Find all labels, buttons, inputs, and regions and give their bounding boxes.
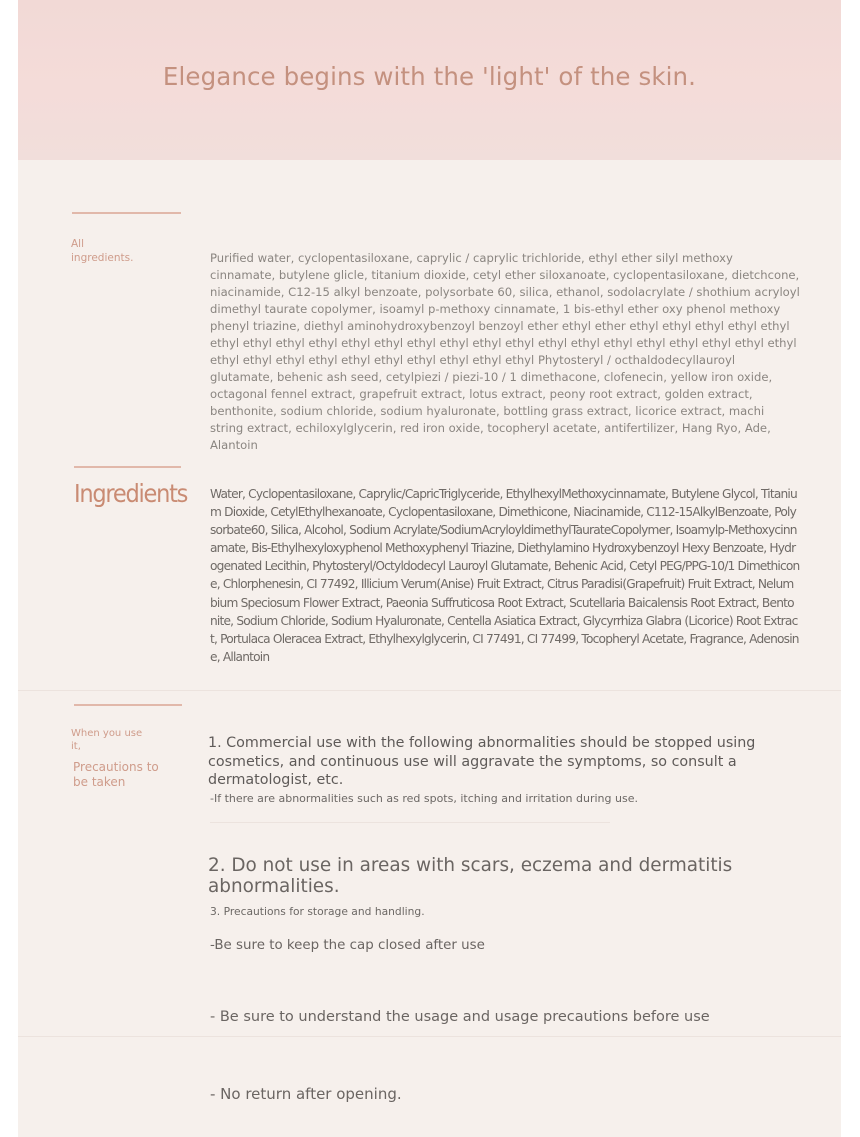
all-ingredients-label-line1: All [71,238,85,250]
section-divider [72,212,181,214]
when-you-use-label [71,727,142,753]
precautions-label-line1: Precautions to [73,760,159,774]
section-separator [18,690,841,691]
precaution-item-1-note: -If there are abnormalities such as red spots, itching and irritation during use. [210,792,638,805]
precautions-label-line2: be taken [73,775,126,789]
section-divider [74,704,182,706]
precaution-item-2: 2. Do not use in areas with scars, eczema and dermatitis abnormalities. [208,855,733,897]
when-you-use-label-line1: When you use [71,728,143,739]
section-divider [74,466,181,468]
text-separator [210,822,610,823]
hero-banner [18,0,841,160]
precaution-item-3-note-2: - Be sure to understand the usage and usage precautions before use [210,1009,710,1025]
all-ingredients-label-line2: ingredients. [71,252,134,264]
ingredients-text: Water, Cyclopentasiloxane, Caprylic/CapricTriglyceride, EthylhexylMethoxycinnamate, Butylene Glycol, Titanium Dioxide, CetylEthylhexanoate, Cyclopentasiloxane, Dimethicone, Niacinamide, C112-15AlkylBenzoate, Polysorbate60, Silica, Alcohol, Sodium Acrylate/SodiumAcryloyldimethylTaurateCopolymer, Isoamylp-Methoxycinnamate, Bis-Ethylhexyloxyphenol Methoxyphenyl Triazine, Diethylamino Hydroxybenzoyl Hexy Benzoate, Hydrogenated Lecithin, Phytosteryl/Octyldodecyl Lauroyl Glutamate, Behenic Acid, Cetyl PEG/PPG-10/1 Dimethicone, Chlorphenesin, CI 77492, Illicium Verum(Anise) Fruit Extract, Citrus Paradisi(Grapefruit) Fruit Extract, Nelumbium Speciosum Flower Extract, Paeonia Suffruticosa Root Extract, Scutellaria Baicalensis Root Extract, Bentonite, Sodium Chloride, Sodium Hyaluronate, Centella Asiatica Extract, Glycyrrhiza Glabra (Licorice) Root Extract, Portulaca Oleracea Extract, Ethylhexylglycerin, CI 77491, CI 77499, Tocopheryl Acetate, Fragrance, Adenosine, Allantoin [210,487,800,664]
product-detail-page [18,0,841,1137]
precaution-item-3-note-3: - No return after opening. [210,1085,402,1103]
precaution-item-3-note-1: -Be sure to keep the cap closed after use [210,938,485,953]
hero-title: Elegance begins with the 'light' of the skin. [162,62,697,91]
all-ingredients-text: Purified water, cyclopentasiloxane, caprylic / caprylic trichloride, ethyl ether silyl methoxy cinnamate, butylene glicle, titanium dioxide, cetyl ether siloxanoate, cyclopentasiloxane, dietchcone, niacinamide, C12-15 alkyl benzoate, polysorbate 60, silica, ethanol, sodolacrylate / shothium acryloyl dimethyl taurate copolymer, isoamyl p-methoxy cinnamate, 1 bis-ethyl ether oxy phenol methoxy phenyl triazine, diethyl aminohydroxybenzoyl benzoyl ether ethyl ether ethyl ethyl ethyl ethyl ethyl ethyl ethyl ethyl ethyl ethyl ethyl ethyl ethyl ethyl ethyl ethyl ethyl ethyl ethyl ethyl ethyl ethyl ethyl ethyl ethyl ethyl ethyl ethyl ethyl ethyl ethyl ethyl ethyl Phytosteryl / octhaldodecyllauroyl glutamate, behenic ash seed, cetylpiezi / piezi-10 / 1 dimethacone, clofenecin, yellow iron oxide, octagonal fennel extract, grapefruit extract, lotus extract, peony root extract, golden extract, benthonite, sodium chloride, sodium hyaluronate, bottling grass extract, licorice extract, machi string extract, echiloxylglycerin, red iron oxide, tocopheryl acetate, antifertilizer, Hang Ryo, Ade, Alantoin [210,251,800,452]
precaution-item-1: 1. Commercial use with the following abnormalities should be stopped using cosmetics, and continuous use will aggravate the symptoms, so consult a dermatologist, etc. [208,735,756,788]
precaution-item-3: 3. Precautions for storage and handling. [210,905,425,918]
when-you-use-label-line2: it, [71,741,81,752]
section-separator [18,1036,841,1037]
precautions-label [73,760,159,790]
ingredients-heading: Ingredients [74,479,188,508]
all-ingredients-label [71,237,133,265]
